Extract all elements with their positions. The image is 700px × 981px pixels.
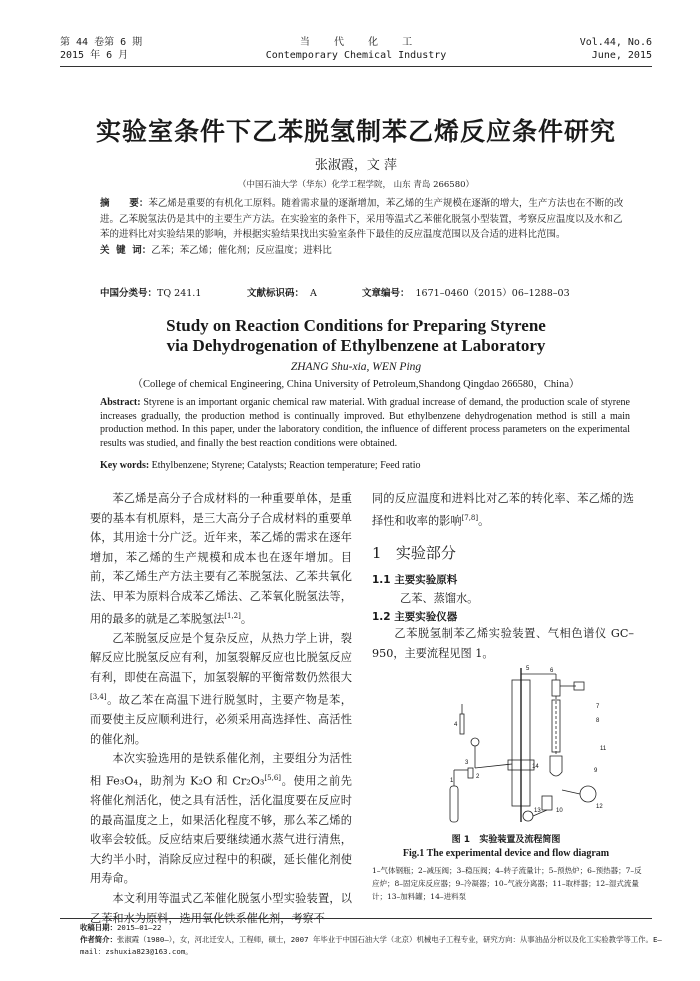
section-heading-1: 1 实验部分 <box>372 544 456 562</box>
keywords-cn-para <box>100 243 630 259</box>
keywords-cn-text: 乙苯；苯乙烯；催化剂；反应温度；进料比 <box>151 244 332 256</box>
citation: [1,2] <box>224 611 241 620</box>
journal-name-en: Contemporary Chemical Industry <box>265 50 447 61</box>
affiliation-cn: （中国石油大学（华东）化学工程学院， 山东 青岛 266580） <box>237 180 475 190</box>
body-para-3-end: 。使用之前先将催化剂活化，使之具有活性，活化温度要在反应时的最高温度之上，如果活化程度不够，那么苯乙烯的收率会较低。反应结束后要继续通水蒸气进行清焦，大约半小时，消除反应过程中的积碳，延长催化剂使用寿命。 <box>90 774 352 886</box>
received-label: 收稿日期： <box>80 923 117 932</box>
body-para-5-text: 同的反应温度和进料比对乙苯的转化率、苯乙烯的选择性和收率的影响 <box>372 492 634 528</box>
keywords-en <box>100 460 630 471</box>
citation: [7,8] <box>461 513 479 522</box>
figure-caption-cn: 图 1 实验装置及流程简图 <box>451 835 561 845</box>
footer-rule <box>60 918 652 919</box>
title-en-line1: Study on Reaction Conditions for Preparing Styrene <box>166 316 546 335</box>
separator-shape <box>550 756 562 776</box>
apparatus-diagram <box>438 660 608 828</box>
running-header <box>60 36 652 64</box>
volume-cn: 第 44 卷第 6 期 <box>60 37 143 48</box>
author-bio <box>80 934 665 958</box>
callout-10: 10 <box>556 808 563 814</box>
body-para-3-text: 本次实验选用的是铁系催化剂，主要组分为活性相 Fe₃O₄，助剂为 K₂O 和 Cr₂O₃ <box>90 752 352 788</box>
authors-cn: 张淑霞，文 萍 <box>314 158 398 173</box>
body-para-1-text: 苯乙烯是高分子合成材料的一种重要单体，是重要的基本有机原料，是三大高分子合成材料的重要单体，其用途十分广泛。近年来，苯乙烯的需求在逐年增加，苯乙烯的生产规模和成本也在逐年增加。目前，苯乙烯生产方法主要有乙苯脱氢法、乙苯共氧化法、甲苯为原料合成苯乙烯法、乙苯氧化脱氢法等，用的最多的就是乙苯脱氢法 <box>90 492 352 626</box>
flow-tube-shape <box>460 714 464 734</box>
author-bio-label: 作者简介： <box>80 935 117 944</box>
received-date <box>80 922 665 934</box>
figure-callouts <box>450 666 607 814</box>
figure-caption-en: Fig.1 The experimental device and flow diagram <box>402 848 610 859</box>
callout-4: 4 <box>454 722 458 728</box>
body-para-4: 本文利用等温式乙苯催化脱氢小型实验装置，以乙苯和水为原料，选用氧化铁系催化剂，考察不 <box>90 892 352 925</box>
subsection-heading-1-1: 1.1 主要实验原料 <box>372 574 458 586</box>
body-right-column-top <box>372 489 634 531</box>
rotameter-shape <box>471 738 479 746</box>
footnote <box>80 922 665 958</box>
keywords-en-text: Ethylbenzene; Styrene; Catalysts; Reaction temperature; Feed ratio <box>149 460 421 471</box>
callout-12: 12 <box>596 804 603 810</box>
callout-7: 7 <box>596 704 600 710</box>
feed-tank-shape <box>542 796 552 810</box>
clc-value: TQ 241.1 <box>157 288 202 299</box>
callout-3: 3 <box>465 760 469 766</box>
volume-en: Vol.44, No.6 <box>579 37 652 48</box>
body-para-2-text: 乙苯脱氢反应是个复杂反应，从热力学上讲，裂解反应比脱氢反应有利，加氢裂解反应也比脱氢反应有利，即使在高温下，加氢裂解的平衡常数仍然很大 <box>90 631 352 685</box>
callout-6: 6 <box>550 668 554 674</box>
citation: [5,6] <box>264 773 282 782</box>
doc-code <box>247 285 317 299</box>
abstract-cn <box>100 196 630 258</box>
abstract-en-label: Abstract: <box>100 397 141 408</box>
callout-14: 14 <box>532 764 539 770</box>
body-para-2 <box>90 629 352 749</box>
title-en-line2: via Dehydrogenation of Ethylbenzene at Laboratory <box>166 336 546 355</box>
feed-pump-shape <box>523 811 533 821</box>
journal-name-cn: 当 代 化 工 <box>299 37 413 48</box>
date-en: June, 2015 <box>591 50 652 61</box>
gas-cylinder-shape <box>450 786 458 822</box>
header-rule <box>60 66 652 67</box>
affiliation-en: （College of chemical Engineering, China University of Petroleum,Shandong Qingdao 266580，China） <box>132 379 580 390</box>
date-cn: 2015 年 6 月 <box>60 50 129 61</box>
abstract-en-text: Styrene is an important organic chemical raw material. With gradual increase of demand, the production scale of styrene increases gradually, the production method is continually improved. But ethylbenzene dehydrogenation method is still a main production method. In this paper, under the laboratory condition, the influence of different process parameters on the experimental results was studied, and finally the best reaction conditions were obtained. <box>100 397 630 449</box>
paper-title-en <box>60 316 652 356</box>
instruments-text: 乙苯脱氢制苯乙烯实验装置、气相色谱仪 GC–950，主要流程见图 1。 <box>372 627 634 660</box>
callout-1: 1 <box>450 778 454 784</box>
header-right <box>580 36 652 62</box>
doc-label: 文献标识码： <box>247 288 305 299</box>
callout-8: 8 <box>596 718 600 724</box>
author-bio-text: 张淑霞（1980–），女，河北迁安人，工程师，硕士，2007 年毕业于中国石油大学（北京）机械电子工程专业，研究方向：从事油品分析以及化工实验教学等工作。E–mail：zshuxia823@163.com。 <box>80 935 662 956</box>
body-para-1-end: 。 <box>240 612 253 626</box>
received-value: 2015–01–22 <box>116 923 162 932</box>
regulator-shape <box>468 768 473 778</box>
callout-5: 5 <box>526 666 530 672</box>
abstract-cn-label: 摘 要： <box>100 198 149 209</box>
abstract-cn-para <box>100 196 630 243</box>
abstract-en <box>100 396 630 450</box>
paper-title-cn: 实验室条件下乙苯脱氢制苯乙烯反应条件研究 <box>95 117 616 146</box>
body-para-1 <box>90 489 352 629</box>
body-left-column <box>90 489 352 928</box>
keywords-cn-label: 关 键 词： <box>100 244 152 256</box>
wet-flow-meter-shape <box>580 786 596 802</box>
callout-9: 9 <box>594 768 598 774</box>
materials-text: 乙苯、蒸馏水。 <box>400 592 479 605</box>
body-para-3 <box>90 749 352 889</box>
clc-label: 中国分类号： <box>100 288 158 299</box>
abstract-cn-text: 苯乙烯是重要的有机化工原料。随着需求量的逐渐增加，苯乙烯的生产规模在逐渐的增大，生产方法也在不断的改进。乙苯脱氢法仍是其中的主要生产方法。在实验室的条件下，采用等温式乙苯催化脱氢小型装置，考察反应温度以及水和乙苯的进料比对实验结果的影响，并根据实验结果找出实验室条件下最佳的反应温度范围以及合适的进料比范围。 <box>100 198 624 240</box>
callout-13: 13 <box>534 808 541 814</box>
article-value: 1671–0460（2015）06–1288–03 <box>415 288 570 299</box>
clc-code <box>100 285 201 299</box>
body-para-5-end: 。 <box>478 514 490 528</box>
callout-11: 11 <box>600 746 607 752</box>
keywords-en-label: Key words: <box>100 460 150 471</box>
subsection-heading-1-2: 1.2 主要实验仪器 <box>372 611 458 623</box>
header-center <box>60 36 652 62</box>
article-code <box>362 285 570 299</box>
body-para-5 <box>372 489 634 531</box>
body-para-2-end: 。故乙苯在高温下进行脱氢时，主要产物是苯，而要使主反应顺利进行，必须采用高选择性、高活性的催化剂。 <box>90 693 352 746</box>
condenser-head-shape <box>552 680 560 696</box>
authors-en: ZHANG Shu-xia, WEN Ping <box>290 361 422 373</box>
figure-legend: 1–气体钢瓶；2–减压阀；3–稳压阀；4–转子流量计；5–预热炉；6–预热器；7–反应炉；8–固定床反应器；9–冷凝器；10–气液分离器；11–取样器；12–湿式流量计；13–加料罐；14–进料泵 <box>372 866 642 901</box>
callout-2: 2 <box>476 774 480 780</box>
doc-value: A <box>310 288 317 299</box>
citation: [3,4] <box>90 692 107 701</box>
article-label: 文章编号： <box>362 288 410 299</box>
